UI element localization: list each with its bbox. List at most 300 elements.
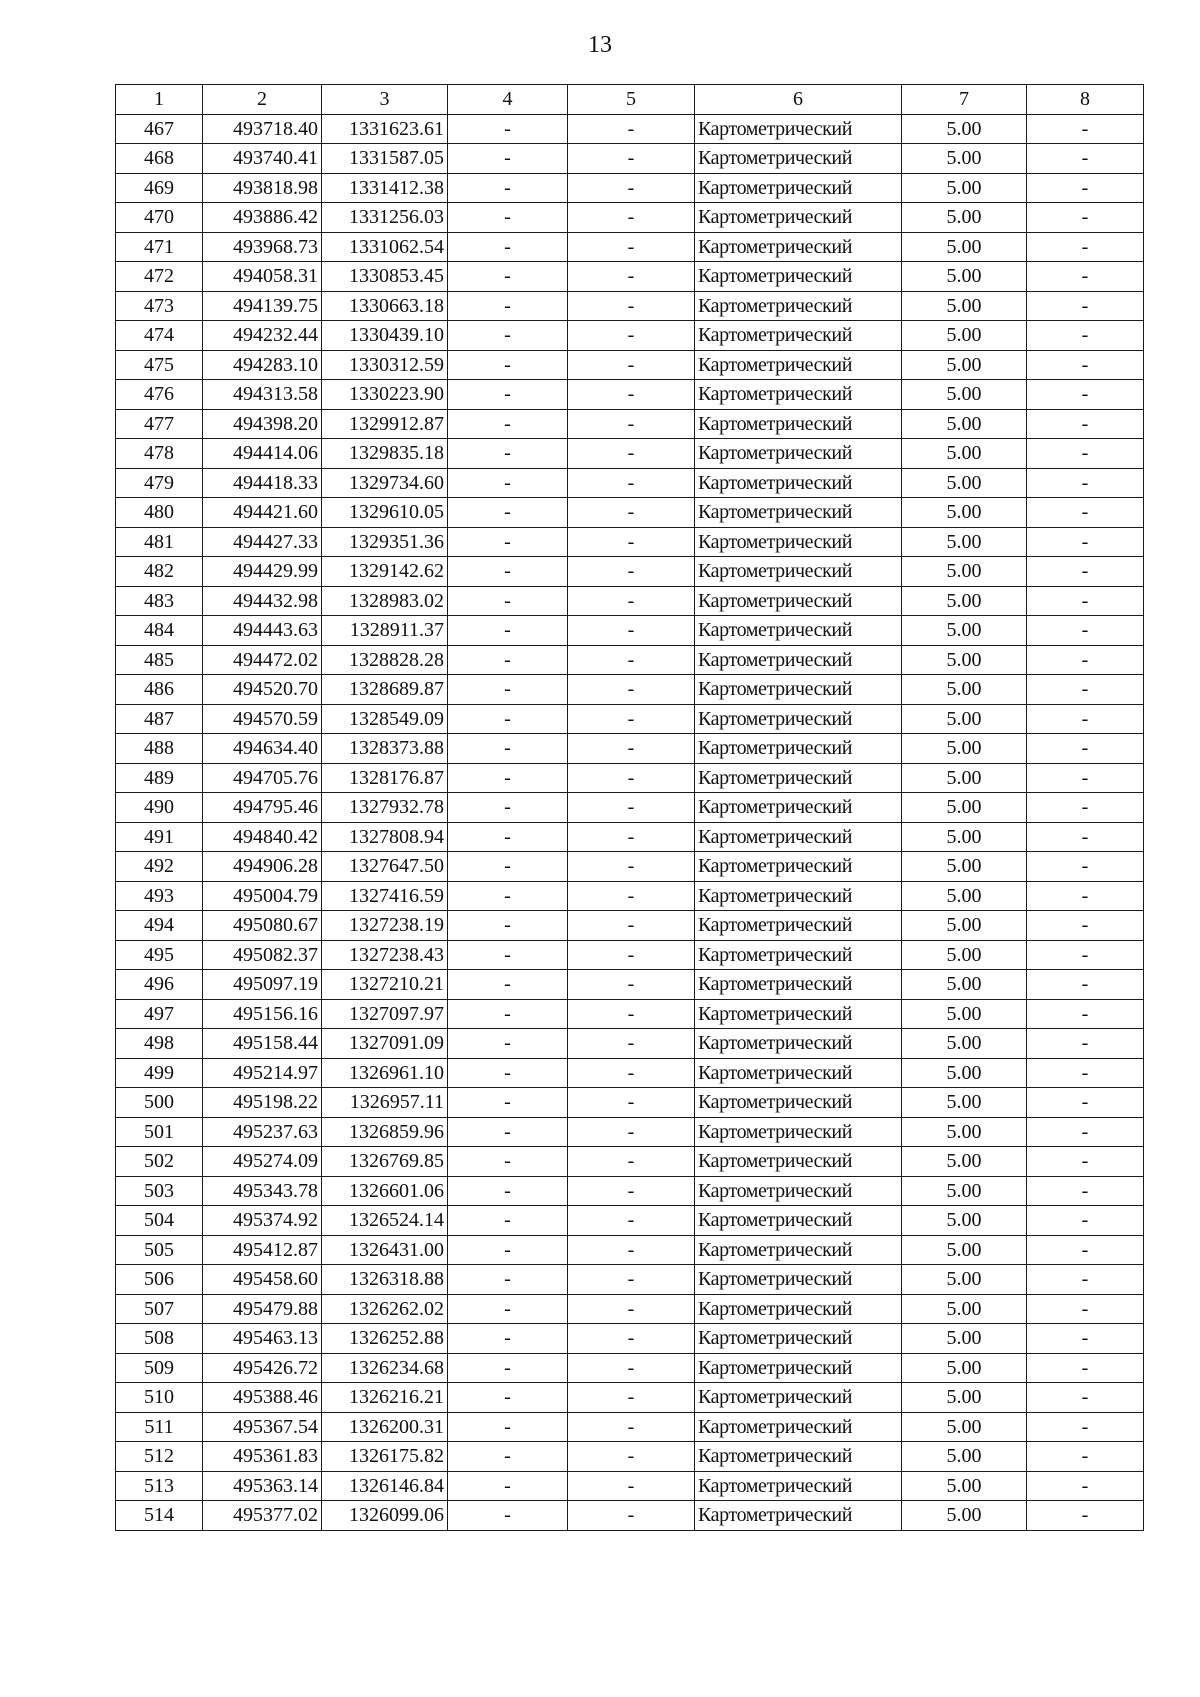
- point-number-cell: 503: [116, 1176, 203, 1206]
- y-coordinate-cell: 1329835.18: [322, 439, 448, 469]
- x-coordinate-cell: 494418.33: [203, 468, 322, 498]
- accuracy-cell: 5.00: [902, 940, 1027, 970]
- accuracy-cell: 5.00: [902, 350, 1027, 380]
- column-header: 3: [322, 85, 448, 115]
- column-8-cell: -: [1027, 557, 1144, 587]
- column-8-cell: -: [1027, 203, 1144, 233]
- column-5-cell: -: [568, 232, 695, 262]
- column-header: 2: [203, 85, 322, 115]
- x-coordinate-cell: 494421.60: [203, 498, 322, 528]
- table-row: [116, 1058, 1144, 1088]
- coordinates-table: [115, 84, 1144, 1531]
- point-number-cell: 484: [116, 616, 203, 646]
- column-4-cell: -: [448, 793, 568, 823]
- point-number-cell: 496: [116, 970, 203, 1000]
- accuracy-cell: 5.00: [902, 1265, 1027, 1295]
- x-coordinate-cell: 493886.42: [203, 203, 322, 233]
- point-number-cell: 467: [116, 114, 203, 144]
- table-row: [116, 1353, 1144, 1383]
- accuracy-cell: 5.00: [902, 675, 1027, 705]
- column-4-cell: -: [448, 527, 568, 557]
- column-4-cell: -: [448, 232, 568, 262]
- x-coordinate-cell: 494414.06: [203, 439, 322, 469]
- column-8-cell: -: [1027, 645, 1144, 675]
- column-8-cell: -: [1027, 852, 1144, 882]
- column-4-cell: -: [448, 291, 568, 321]
- y-coordinate-cell: 1327416.59: [322, 881, 448, 911]
- x-coordinate-cell: 495463.13: [203, 1324, 322, 1354]
- accuracy-cell: 5.00: [902, 1206, 1027, 1236]
- x-coordinate-cell: 494313.58: [203, 380, 322, 410]
- point-number-cell: 507: [116, 1294, 203, 1324]
- table-row: [116, 498, 1144, 528]
- accuracy-cell: 5.00: [902, 1294, 1027, 1324]
- y-coordinate-cell: 1329142.62: [322, 557, 448, 587]
- column-4-cell: -: [448, 468, 568, 498]
- column-8-cell: -: [1027, 1383, 1144, 1413]
- method-cell: Картометрический: [695, 1117, 902, 1147]
- table-row: [116, 675, 1144, 705]
- method-cell: Картометрический: [695, 999, 902, 1029]
- method-cell: Картометрический: [695, 1206, 902, 1236]
- column-4-cell: -: [448, 1088, 568, 1118]
- method-cell: Картометрический: [695, 1029, 902, 1059]
- method-cell: Картометрический: [695, 852, 902, 882]
- column-8-cell: -: [1027, 1235, 1144, 1265]
- table-row: [116, 1294, 1144, 1324]
- column-4-cell: -: [448, 1412, 568, 1442]
- table-body: [116, 114, 1144, 1530]
- column-5-cell: -: [568, 822, 695, 852]
- table-row: [116, 1235, 1144, 1265]
- column-5-cell: -: [568, 616, 695, 646]
- method-cell: Картометрический: [695, 498, 902, 528]
- point-number-cell: 471: [116, 232, 203, 262]
- y-coordinate-cell: 1326957.11: [322, 1088, 448, 1118]
- method-cell: Картометрический: [695, 350, 902, 380]
- method-cell: Картометрический: [695, 970, 902, 1000]
- y-coordinate-cell: 1330853.45: [322, 262, 448, 292]
- point-number-cell: 473: [116, 291, 203, 321]
- accuracy-cell: 5.00: [902, 999, 1027, 1029]
- accuracy-cell: 5.00: [902, 1383, 1027, 1413]
- column-8-cell: -: [1027, 1088, 1144, 1118]
- point-number-cell: 513: [116, 1471, 203, 1501]
- column-5-cell: -: [568, 1353, 695, 1383]
- point-number-cell: 499: [116, 1058, 203, 1088]
- method-cell: Картометрический: [695, 114, 902, 144]
- method-cell: Картометрический: [695, 1412, 902, 1442]
- column-4-cell: -: [448, 1265, 568, 1295]
- accuracy-cell: 5.00: [902, 203, 1027, 233]
- table-row: [116, 1501, 1144, 1531]
- method-cell: Картометрический: [695, 203, 902, 233]
- method-cell: Картометрический: [695, 586, 902, 616]
- accuracy-cell: 5.00: [902, 232, 1027, 262]
- table-row: [116, 439, 1144, 469]
- point-number-cell: 482: [116, 557, 203, 587]
- column-8-cell: -: [1027, 380, 1144, 410]
- column-8-cell: -: [1027, 350, 1144, 380]
- table-row: [116, 1471, 1144, 1501]
- method-cell: Картометрический: [695, 734, 902, 764]
- column-8-cell: -: [1027, 616, 1144, 646]
- point-number-cell: 508: [116, 1324, 203, 1354]
- column-8-cell: -: [1027, 1353, 1144, 1383]
- column-4-cell: -: [448, 1353, 568, 1383]
- accuracy-cell: 5.00: [902, 1235, 1027, 1265]
- y-coordinate-cell: 1326524.14: [322, 1206, 448, 1236]
- method-cell: Картометрический: [695, 173, 902, 203]
- x-coordinate-cell: 494427.33: [203, 527, 322, 557]
- method-cell: Картометрический: [695, 262, 902, 292]
- x-coordinate-cell: 494429.99: [203, 557, 322, 587]
- x-coordinate-cell: 495158.44: [203, 1029, 322, 1059]
- x-coordinate-cell: 494795.46: [203, 793, 322, 823]
- y-coordinate-cell: 1326961.10: [322, 1058, 448, 1088]
- y-coordinate-cell: 1326200.31: [322, 1412, 448, 1442]
- point-number-cell: 502: [116, 1147, 203, 1177]
- method-cell: Картометрический: [695, 1235, 902, 1265]
- column-8-cell: -: [1027, 1412, 1144, 1442]
- x-coordinate-cell: 495214.97: [203, 1058, 322, 1088]
- table-row: [116, 822, 1144, 852]
- column-8-cell: -: [1027, 173, 1144, 203]
- point-number-cell: 480: [116, 498, 203, 528]
- table-row: [116, 793, 1144, 823]
- point-number-cell: 469: [116, 173, 203, 203]
- y-coordinate-cell: 1327647.50: [322, 852, 448, 882]
- method-cell: Картометрический: [695, 1383, 902, 1413]
- column-4-cell: -: [448, 1324, 568, 1354]
- y-coordinate-cell: 1327210.21: [322, 970, 448, 1000]
- column-4-cell: -: [448, 675, 568, 705]
- method-cell: Картометрический: [695, 409, 902, 439]
- accuracy-cell: 5.00: [902, 645, 1027, 675]
- column-5-cell: -: [568, 439, 695, 469]
- point-number-cell: 468: [116, 144, 203, 174]
- table-row: [116, 1412, 1144, 1442]
- table-row: [116, 940, 1144, 970]
- x-coordinate-cell: 494432.98: [203, 586, 322, 616]
- table-row: [116, 970, 1144, 1000]
- x-coordinate-cell: 495237.63: [203, 1117, 322, 1147]
- point-number-cell: 477: [116, 409, 203, 439]
- point-number-cell: 488: [116, 734, 203, 764]
- y-coordinate-cell: 1326146.84: [322, 1471, 448, 1501]
- accuracy-cell: 5.00: [902, 1501, 1027, 1531]
- page-number: 13: [588, 32, 612, 58]
- column-5-cell: -: [568, 1324, 695, 1354]
- column-5-cell: -: [568, 380, 695, 410]
- column-8-cell: -: [1027, 704, 1144, 734]
- column-4-cell: -: [448, 409, 568, 439]
- x-coordinate-cell: 493968.73: [203, 232, 322, 262]
- column-header: 8: [1027, 85, 1144, 115]
- point-number-cell: 478: [116, 439, 203, 469]
- y-coordinate-cell: 1331587.05: [322, 144, 448, 174]
- method-cell: Картометрический: [695, 557, 902, 587]
- column-5-cell: -: [568, 881, 695, 911]
- column-8-cell: -: [1027, 232, 1144, 262]
- method-cell: Картометрический: [695, 1058, 902, 1088]
- point-number-cell: 514: [116, 1501, 203, 1531]
- column-4-cell: -: [448, 1235, 568, 1265]
- column-header: 7: [902, 85, 1027, 115]
- method-cell: Картометрический: [695, 675, 902, 705]
- column-4-cell: -: [448, 1383, 568, 1413]
- accuracy-cell: 5.00: [902, 704, 1027, 734]
- y-coordinate-cell: 1326262.02: [322, 1294, 448, 1324]
- column-8-cell: -: [1027, 468, 1144, 498]
- y-coordinate-cell: 1328911.37: [322, 616, 448, 646]
- method-cell: Картометрический: [695, 1471, 902, 1501]
- column-8-cell: -: [1027, 940, 1144, 970]
- column-4-cell: -: [448, 439, 568, 469]
- point-number-cell: 495: [116, 940, 203, 970]
- column-4-cell: -: [448, 852, 568, 882]
- table-row: [116, 1442, 1144, 1472]
- column-8-cell: -: [1027, 144, 1144, 174]
- y-coordinate-cell: 1326234.68: [322, 1353, 448, 1383]
- column-header: 5: [568, 85, 695, 115]
- column-4-cell: -: [448, 203, 568, 233]
- column-5-cell: -: [568, 734, 695, 764]
- point-number-cell: 475: [116, 350, 203, 380]
- y-coordinate-cell: 1327238.43: [322, 940, 448, 970]
- column-4-cell: -: [448, 940, 568, 970]
- x-coordinate-cell: 495343.78: [203, 1176, 322, 1206]
- column-5-cell: -: [568, 144, 695, 174]
- accuracy-cell: 5.00: [902, 527, 1027, 557]
- method-cell: Картометрический: [695, 1324, 902, 1354]
- column-5-cell: -: [568, 1117, 695, 1147]
- column-4-cell: -: [448, 645, 568, 675]
- column-8-cell: -: [1027, 439, 1144, 469]
- y-coordinate-cell: 1330223.90: [322, 380, 448, 410]
- x-coordinate-cell: 495274.09: [203, 1147, 322, 1177]
- column-5-cell: -: [568, 114, 695, 144]
- table-row: [116, 999, 1144, 1029]
- table-row: [116, 881, 1144, 911]
- x-coordinate-cell: 495458.60: [203, 1265, 322, 1295]
- y-coordinate-cell: 1326318.88: [322, 1265, 448, 1295]
- column-4-cell: -: [448, 734, 568, 764]
- y-coordinate-cell: 1326252.88: [322, 1324, 448, 1354]
- x-coordinate-cell: 495426.72: [203, 1353, 322, 1383]
- method-cell: Картометрический: [695, 380, 902, 410]
- point-number-cell: 501: [116, 1117, 203, 1147]
- column-4-cell: -: [448, 1029, 568, 1059]
- y-coordinate-cell: 1326769.85: [322, 1147, 448, 1177]
- column-5-cell: -: [568, 1265, 695, 1295]
- accuracy-cell: 5.00: [902, 498, 1027, 528]
- x-coordinate-cell: 495367.54: [203, 1412, 322, 1442]
- column-8-cell: -: [1027, 970, 1144, 1000]
- y-coordinate-cell: 1326601.06: [322, 1176, 448, 1206]
- x-coordinate-cell: 495080.67: [203, 911, 322, 941]
- column-5-cell: -: [568, 763, 695, 793]
- column-4-cell: -: [448, 350, 568, 380]
- column-4-cell: -: [448, 173, 568, 203]
- method-cell: Картометрический: [695, 940, 902, 970]
- method-cell: Картометрический: [695, 1353, 902, 1383]
- point-number-cell: 490: [116, 793, 203, 823]
- y-coordinate-cell: 1329912.87: [322, 409, 448, 439]
- column-4-cell: -: [448, 999, 568, 1029]
- y-coordinate-cell: 1329351.36: [322, 527, 448, 557]
- table-row: [116, 1088, 1144, 1118]
- column-5-cell: -: [568, 203, 695, 233]
- column-8-cell: -: [1027, 321, 1144, 351]
- y-coordinate-cell: 1328828.28: [322, 645, 448, 675]
- accuracy-cell: 5.00: [902, 1412, 1027, 1442]
- column-5-cell: -: [568, 1294, 695, 1324]
- accuracy-cell: 5.00: [902, 852, 1027, 882]
- accuracy-cell: 5.00: [902, 616, 1027, 646]
- y-coordinate-cell: 1327091.09: [322, 1029, 448, 1059]
- accuracy-cell: 5.00: [902, 262, 1027, 292]
- table-row: [116, 734, 1144, 764]
- point-number-cell: 511: [116, 1412, 203, 1442]
- accuracy-cell: 5.00: [902, 911, 1027, 941]
- column-4-cell: -: [448, 911, 568, 941]
- method-cell: Картометрический: [695, 144, 902, 174]
- accuracy-cell: 5.00: [902, 291, 1027, 321]
- point-number-cell: 505: [116, 1235, 203, 1265]
- table-row: [116, 321, 1144, 351]
- point-number-cell: 500: [116, 1088, 203, 1118]
- method-cell: Картометрический: [695, 232, 902, 262]
- column-8-cell: -: [1027, 262, 1144, 292]
- accuracy-cell: 5.00: [902, 439, 1027, 469]
- accuracy-cell: 5.00: [902, 1471, 1027, 1501]
- point-number-cell: 491: [116, 822, 203, 852]
- column-4-cell: -: [448, 144, 568, 174]
- column-8-cell: -: [1027, 999, 1144, 1029]
- x-coordinate-cell: 494058.31: [203, 262, 322, 292]
- point-number-cell: 483: [116, 586, 203, 616]
- method-cell: Картометрический: [695, 881, 902, 911]
- column-5-cell: -: [568, 1383, 695, 1413]
- column-8-cell: -: [1027, 291, 1144, 321]
- y-coordinate-cell: 1328373.88: [322, 734, 448, 764]
- accuracy-cell: 5.00: [902, 173, 1027, 203]
- y-coordinate-cell: 1328689.87: [322, 675, 448, 705]
- accuracy-cell: 5.00: [902, 734, 1027, 764]
- column-8-cell: -: [1027, 1029, 1144, 1059]
- point-number-cell: 492: [116, 852, 203, 882]
- point-number-cell: 481: [116, 527, 203, 557]
- column-8-cell: -: [1027, 734, 1144, 764]
- column-4-cell: -: [448, 380, 568, 410]
- x-coordinate-cell: 495377.02: [203, 1501, 322, 1531]
- column-5-cell: -: [568, 1471, 695, 1501]
- column-header: 6: [695, 85, 902, 115]
- column-5-cell: -: [568, 586, 695, 616]
- y-coordinate-cell: 1328176.87: [322, 763, 448, 793]
- y-coordinate-cell: 1330663.18: [322, 291, 448, 321]
- method-cell: Картометрический: [695, 1147, 902, 1177]
- column-4-cell: -: [448, 616, 568, 646]
- column-5-cell: -: [568, 1147, 695, 1177]
- column-8-cell: -: [1027, 763, 1144, 793]
- column-5-cell: -: [568, 262, 695, 292]
- table-row: [116, 645, 1144, 675]
- table-row: [116, 1147, 1144, 1177]
- table-header-row: [116, 85, 1144, 115]
- column-4-cell: -: [448, 881, 568, 911]
- y-coordinate-cell: 1329734.60: [322, 468, 448, 498]
- y-coordinate-cell: 1331256.03: [322, 203, 448, 233]
- accuracy-cell: 5.00: [902, 1029, 1027, 1059]
- point-number-cell: 470: [116, 203, 203, 233]
- x-coordinate-cell: 494634.40: [203, 734, 322, 764]
- table-row: [116, 468, 1144, 498]
- y-coordinate-cell: 1330312.59: [322, 350, 448, 380]
- column-4-cell: -: [448, 1206, 568, 1236]
- column-5-cell: -: [568, 852, 695, 882]
- column-4-cell: -: [448, 1117, 568, 1147]
- table-row: [116, 616, 1144, 646]
- column-8-cell: -: [1027, 114, 1144, 144]
- y-coordinate-cell: 1328549.09: [322, 704, 448, 734]
- column-5-cell: -: [568, 557, 695, 587]
- point-number-cell: 474: [116, 321, 203, 351]
- accuracy-cell: 5.00: [902, 970, 1027, 1000]
- accuracy-cell: 5.00: [902, 822, 1027, 852]
- table-row: [116, 203, 1144, 233]
- accuracy-cell: 5.00: [902, 1117, 1027, 1147]
- method-cell: Картометрический: [695, 763, 902, 793]
- y-coordinate-cell: 1326859.96: [322, 1117, 448, 1147]
- x-coordinate-cell: 495004.79: [203, 881, 322, 911]
- accuracy-cell: 5.00: [902, 1442, 1027, 1472]
- column-5-cell: -: [568, 321, 695, 351]
- column-5-cell: -: [568, 1442, 695, 1472]
- column-4-cell: -: [448, 763, 568, 793]
- point-number-cell: 472: [116, 262, 203, 292]
- table-row: [116, 557, 1144, 587]
- column-4-cell: -: [448, 321, 568, 351]
- accuracy-cell: 5.00: [902, 586, 1027, 616]
- column-4-cell: -: [448, 970, 568, 1000]
- method-cell: Картометрический: [695, 439, 902, 469]
- table-row: [116, 350, 1144, 380]
- table-row: [116, 144, 1144, 174]
- method-cell: Картометрический: [695, 704, 902, 734]
- y-coordinate-cell: 1331412.38: [322, 173, 448, 203]
- x-coordinate-cell: 494570.59: [203, 704, 322, 734]
- point-number-cell: 476: [116, 380, 203, 410]
- method-cell: Картометрический: [695, 616, 902, 646]
- column-8-cell: -: [1027, 1117, 1144, 1147]
- x-coordinate-cell: 495374.92: [203, 1206, 322, 1236]
- point-number-cell: 512: [116, 1442, 203, 1472]
- y-coordinate-cell: 1327932.78: [322, 793, 448, 823]
- x-coordinate-cell: 495156.16: [203, 999, 322, 1029]
- column-8-cell: -: [1027, 675, 1144, 705]
- column-5-cell: -: [568, 173, 695, 203]
- y-coordinate-cell: 1326216.21: [322, 1383, 448, 1413]
- column-4-cell: -: [448, 114, 568, 144]
- method-cell: Картометрический: [695, 822, 902, 852]
- x-coordinate-cell: 495361.83: [203, 1442, 322, 1472]
- table-row: [116, 262, 1144, 292]
- column-8-cell: -: [1027, 1147, 1144, 1177]
- table-row: [116, 380, 1144, 410]
- column-5-cell: -: [568, 940, 695, 970]
